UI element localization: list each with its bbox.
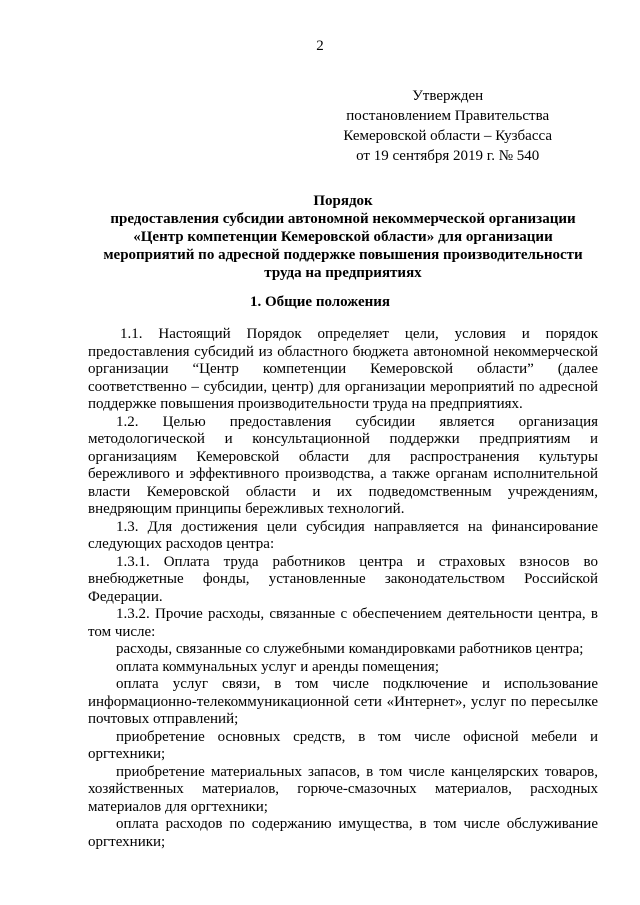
title-line: мероприятий по адресной поддержке повышения производительности — [103, 247, 583, 263]
title-line: Порядок — [313, 193, 373, 209]
paragraph-1-2: 1.2. Целью предоставления субсидии является организация методологической и консультационной поддержки предприятиям и организациям Кемеровской области для распространения культуры бережливого и эффективного производства, а также органам исполнительной власти Кемеровской области и их подведомственным учреждениям, внедряющим принципы бережливых технологий. — [88, 413, 598, 517]
approval-line: Утвержден — [412, 88, 484, 104]
title-line: «Центр компетенции Кемеровской области» для организации — [133, 229, 553, 245]
list-item: оплата расходов по содержанию имущества, в том числе обслуживание оргтехники; — [88, 816, 598, 850]
document-body — [88, 326, 598, 851]
section-heading: 1. Общие положения — [249, 294, 391, 310]
approval-line: Кемеровской области – Кузбасса — [343, 128, 552, 144]
list-item: приобретение материальных запасов, в том числе канцелярских товаров, хозяйственных материалов, горюче-смазочных материалов, расходных материалов для оргтехники; — [88, 763, 598, 815]
list-item: приобретение основных средств, в том числе офисной мебели и оргтехники; — [88, 728, 598, 762]
title-line: труда на предприятиях — [264, 265, 422, 281]
paragraph-1-3-2: 1.3.2. Прочие расходы, связанные с обеспечением деятельности центра, в том числе: — [88, 606, 598, 640]
approval-line: постановлением Правительства — [346, 108, 550, 124]
list-item: оплата услуг связи, в том числе подключение и использование информационно-телекоммуникационной сети «Интернет», услуг по пересылке почтовых отправлений; — [88, 676, 598, 727]
list-item: оплата коммунальных услуг и аренды помещения; — [116, 658, 439, 675]
paragraph-1-3: 1.3. Для достижения цели субсидия направляется на финансирование следующих расходов центра: — [88, 518, 598, 552]
title-line: предоставления субсидии автономной некоммерческой организации — [110, 211, 576, 227]
document-title — [88, 192, 598, 282]
list-item: расходы, связанные со служебными командировками работников центра; — [116, 641, 584, 657]
paragraph-1-3-1: 1.3.1. Оплата труда работников центра и страховых взносов во внебюджетные фонды, установленные законодательством Российской Федерации. — [88, 553, 598, 605]
approval-date-line: от 19 сентября 2019 г. № 540 — [356, 148, 540, 164]
paragraph-1-1: 1.1. Настоящий Порядок определяет цели, условия и порядок предоставления субсидий из областного бюджета автономной некоммерческой организации “Центр компетенции Кемеровской области” (далее соответственно – субсидии, центр) для организации мероприятий по адресной поддержке повышения производительности труда на предприятиях. — [88, 326, 598, 412]
page-number: 2 — [316, 38, 324, 54]
approval-block — [343, 86, 552, 166]
